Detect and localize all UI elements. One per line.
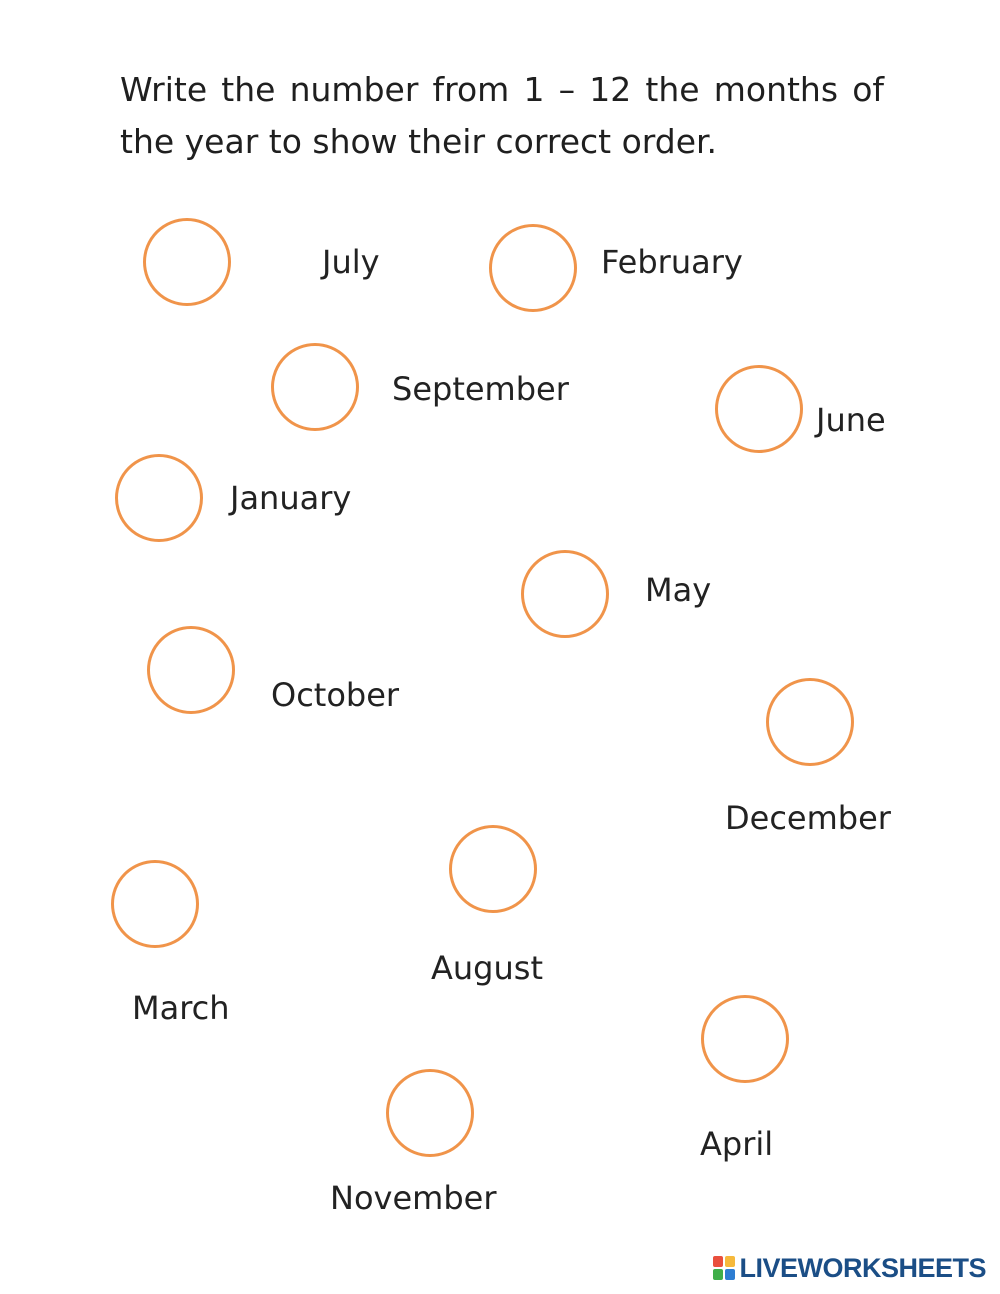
answer-circle-july[interactable]	[143, 218, 231, 306]
month-label-november: November	[330, 1179, 497, 1217]
logo-text: LIVEWORKSHEETS	[739, 1252, 986, 1283]
month-label-december: December	[725, 799, 891, 837]
instructions	[120, 64, 884, 168]
month-label-july: July	[322, 243, 380, 281]
answer-circle-june[interactable]	[715, 365, 803, 453]
instructions-line-2: the year to show their correct order.	[120, 122, 718, 161]
month-label-march: March	[132, 989, 230, 1027]
month-label-may: May	[645, 571, 712, 609]
answer-circle-january[interactable]	[115, 454, 203, 542]
month-label-january: January	[230, 479, 352, 517]
answer-circle-march[interactable]	[111, 860, 199, 948]
answer-circle-november[interactable]	[386, 1069, 474, 1157]
answer-circle-august[interactable]	[449, 825, 537, 913]
month-label-june: June	[816, 401, 886, 439]
answer-circle-may[interactable]	[521, 550, 609, 638]
month-label-september: September	[392, 370, 569, 408]
answer-circle-december[interactable]	[766, 678, 854, 766]
answer-circle-september[interactable]	[271, 343, 359, 431]
month-label-april: April	[700, 1125, 774, 1163]
month-label-october: October	[271, 676, 400, 714]
answer-circle-october[interactable]	[147, 626, 235, 714]
month-label-february: February	[601, 243, 743, 281]
answer-circle-april[interactable]	[701, 995, 789, 1083]
month-label-august: August	[431, 949, 543, 987]
instructions-line-1: Write the number from 1 – 12 the months of	[120, 70, 884, 109]
answer-circle-february[interactable]	[489, 224, 577, 312]
liveworksheets-logo	[713, 1254, 986, 1282]
logo-blocks-icon	[713, 1256, 735, 1280]
